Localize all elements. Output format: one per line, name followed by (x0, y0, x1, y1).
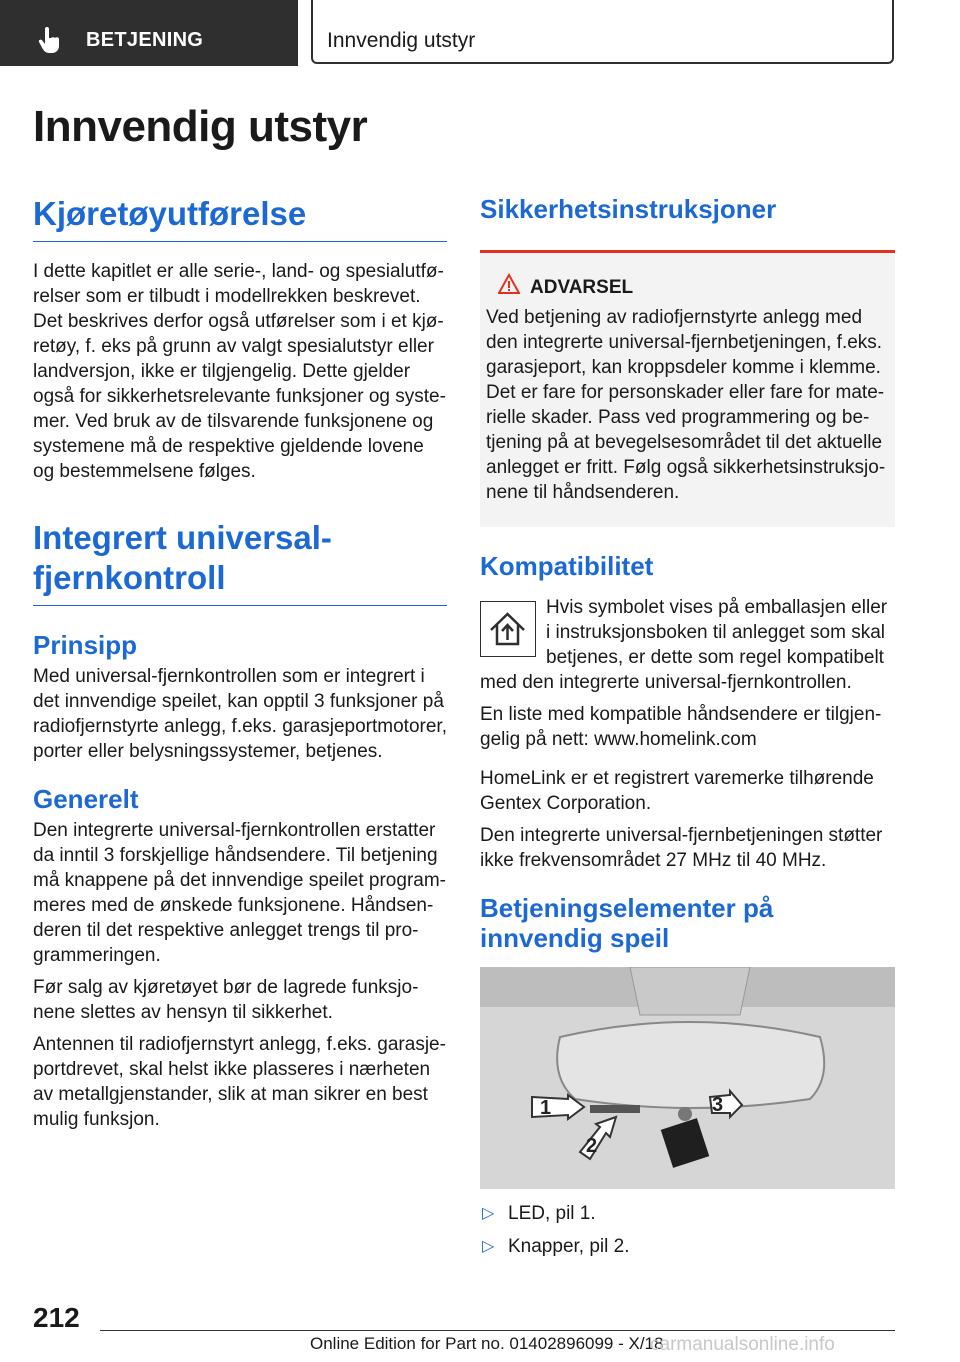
warning-text: Ved betjening av radiofjernstyrte anlegg med den integrerte universal-fjernbetjeningen, f.eks. garasjeport, kan kroppsdeler komme i klemme. Det er fare for personskader eller fare for mate-rielle skader. Pass ved programmering og be-tjening på at bevegelsesområdet til det aktuelle anlegget er fritt. Følg også sikkerhetsinstruksjo-nene til håndsenderen. (486, 307, 886, 503)
bullet-triangle-icon: ▷ (482, 1205, 495, 1222)
heading-kompatibilitet: Kompatibilitet (480, 551, 654, 581)
watermark: carmanualsonline.info (650, 1334, 835, 1355)
paragraph-kompatibilitet-4: Den integrerte universal-fjernbetjeningen støtter ikke frekvensområdet 27 MHz til 40 MHz. (480, 825, 883, 871)
heading-sikkerhet: Sikkerhetsinstruksjoner (480, 194, 777, 224)
photo-label-3: 3 (712, 1094, 724, 1116)
warning-triangle-icon (498, 273, 520, 295)
hand-pointer-icon (38, 26, 62, 54)
photo-label-1: 1 (540, 1097, 552, 1119)
footer-edition: Online Edition for Part no. 01402896099 - X/18 (310, 1334, 664, 1353)
homelink-symbol-icon (480, 601, 536, 657)
paragraph-generelt-2: Før salg av kjøretøyet bør de lagrede funksjo-nene slettes av hensyn til sikkerhet. (33, 977, 419, 1023)
bullet-triangle-icon: ▷ (482, 1238, 495, 1255)
list-item (480, 1234, 895, 1259)
paragraph-kompatibilitet-3: HomeLink er et registrert varemerke tilhørende Gentex Corporation. (480, 768, 874, 814)
list-item-text: Knapper, pil 2. (508, 1236, 630, 1257)
list-item (480, 1201, 895, 1226)
breadcrumb (311, 0, 894, 64)
paragraph-kjoretoyutforelse: I dette kapitlet er alle serie-, land- og spesialutfø-relser som er tilbudt i modellrekken beskrevet. Det beskrives derfor også utførelser som i et kjø-retøy, f. eks på grunn av valgt spesialutstyr eller landversjon, ikke er tilgjengelig. Dette gjelder også for sikkerhetsrelevante funksjoner og syste-mer. Ved bruk av de tilsvarende funksjonene og systemene må de respektive gjeldende lovene og bestemmelsene følges. (33, 261, 446, 482)
heading-betjeningselementer: Betjeningselementer på innvendig speil (480, 893, 774, 953)
left-column (33, 194, 447, 1139)
paragraph-prinsipp: Med universal-fjernkontrollen som er integrert i det innvendige speilet, kan opptil 3 funksjoner på radiofjernstyrte anlegg, f.eks. garasjeportmotorer, porter eller belysningssystemer, betjenes. (33, 666, 447, 762)
heading-integrert: Integrert universal-fjernkontroll (33, 518, 447, 606)
warning-label: ADVARSEL (530, 277, 634, 298)
heading-generelt: Generelt (33, 784, 139, 814)
heading-kjoretoyutforelse: Kjøretøyutførelse (33, 194, 447, 242)
paragraph-kompatibilitet-1: Hvis symbolet vises på emballasjen eller i instruksjonsboken til anlegget som skal betjenes, er dette som regel kompatibelt med den integrerte universal-fjernkontrollen. (480, 597, 888, 693)
paragraph-generelt-3: Antennen til radiofjernstyrt anlegg, f.eks. garasje-portdrevet, skal helst ikke plasseres i nærheten av metallgjenstander, slik at man sikrer en best mulig funksjon. (33, 1034, 446, 1130)
warning-header (486, 275, 889, 301)
footer-divider (100, 1330, 895, 1331)
paragraph-generelt-1: Den integrerte universal-fjernkontrollen erstatter da inntil 3 forskjellige håndsendere. Til betjening må knappene på det innvendige speilet program-meres med de ønskede funksjonene. Håndsen-deren til det respektive anlegget trengs til pro-grammeringen. (33, 820, 446, 966)
section-tab[interactable] (0, 0, 298, 66)
list-item-text: LED, pil 1. (508, 1203, 596, 1224)
right-column (480, 194, 895, 1267)
photo-label-2: 2 (586, 1135, 598, 1157)
page-title: Innvendig utstyr (33, 102, 368, 151)
page-number: 212 (33, 1302, 80, 1333)
section-label: BETJENING (86, 29, 204, 51)
mirror-photo (480, 967, 895, 1189)
breadcrumb-label: Innvendig utstyr (327, 29, 476, 52)
warning-box (480, 250, 895, 527)
heading-prinsipp: Prinsipp (33, 630, 138, 660)
paragraph-kompatibilitet-2: En liste med kompatible håndsendere er tilgjen-gelig på nett: www.homelink.com (480, 704, 882, 750)
